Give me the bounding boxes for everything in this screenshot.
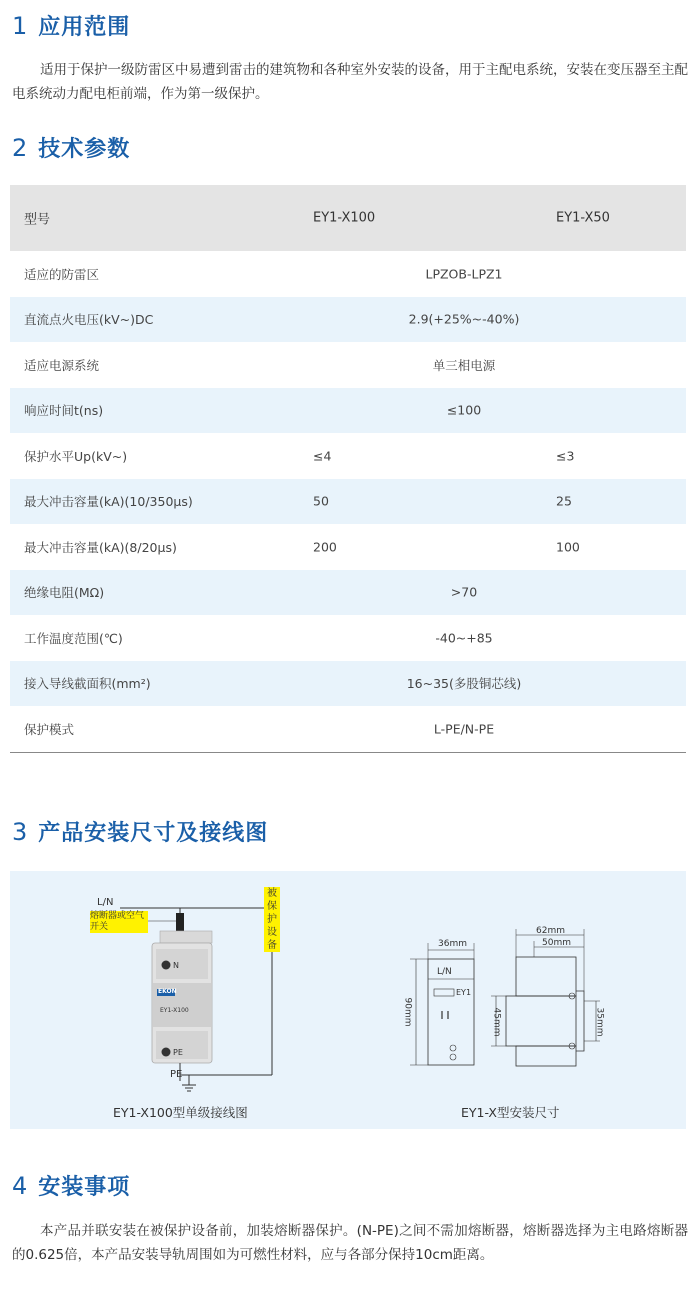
protected-char: 设 <box>267 927 277 938</box>
diagram-panel <box>10 871 686 1129</box>
table-row <box>10 479 686 525</box>
section-number: 2 <box>12 134 29 162</box>
table-row <box>10 433 686 479</box>
left-caption: EY1-X100型单级接线图 <box>113 1105 248 1120</box>
front-ln-label: L/N <box>437 967 452 977</box>
row-label: 保护模式 <box>24 721 75 737</box>
front-model-label: EY1 <box>456 988 472 997</box>
section-title: 技术参数 <box>38 137 131 162</box>
right-caption: EY1-X型安装尺寸 <box>461 1105 560 1120</box>
table-row <box>10 706 686 752</box>
row-value-ey1-x50: 100 <box>556 539 580 555</box>
device-model: EY1-X100 <box>160 1007 189 1014</box>
header-model: 型号 <box>24 212 51 228</box>
fuse-note-line: 开关 <box>90 922 109 932</box>
section-4-heading <box>12 1170 130 1201</box>
spec-table <box>10 185 686 753</box>
section-3-heading <box>12 816 268 847</box>
table-row <box>10 615 686 661</box>
section-number: 3 <box>12 818 29 846</box>
protected-char: 护 <box>267 914 277 925</box>
table-row <box>10 297 686 343</box>
row-value-merged: LPZOB-LPZ1 <box>425 266 503 282</box>
section-1-heading <box>12 10 130 41</box>
header-ey1-x50: EY1-X50 <box>556 210 610 226</box>
row-value-merged: L-PE/N-PE <box>433 721 495 737</box>
terminal-n: N <box>173 961 179 970</box>
table-row <box>10 388 686 434</box>
section-title: 产品安装尺寸及接线图 <box>38 821 269 846</box>
protected-equipment-label <box>264 887 280 952</box>
section-title: 应用范围 <box>38 15 131 40</box>
table-row <box>10 570 686 616</box>
header-ey1-x100: EY1-X100 <box>313 210 376 226</box>
section-2-heading <box>12 132 130 163</box>
row-label: 直流点火电压(kV~)DC <box>24 312 154 328</box>
row-value-merged: 单三相电源 <box>432 357 496 373</box>
dim-36mm: 36mm <box>438 939 467 949</box>
ln-label: L/N <box>97 897 114 908</box>
fuse-note-line: 熔断器或空气 <box>90 911 145 921</box>
row-label: 响应时间t(ns) <box>24 403 104 419</box>
dim-50mm: 50mm <box>542 938 571 948</box>
row-label: 适应电源系统 <box>24 357 100 373</box>
section-number: 1 <box>12 12 29 40</box>
section-4-text: 本产品并联安装在被保护设备前，加装熔断器保护。(N-PE)之间不需加熔断器，熔断器选择为主电路熔断器的0.625倍，本产品安装导轨周围如为可燃性材料，应与各部分保持10cm距离。 <box>12 1223 688 1263</box>
row-label: 适应的防雷区 <box>24 266 100 282</box>
row-value-ey1-x100: 50 <box>313 493 329 509</box>
section-1-text: 适用于保护一级防雷区中易遭到雷击的建筑物和各种室外安装的设备，用于主配电系统，安装在变压器至主配电系统动力配电柜前端，作为第一级保护。 <box>12 62 688 102</box>
row-label: 接入导线截面积(mm²) <box>24 676 151 692</box>
row-label: 最大冲击容量(kA)(8/20μs) <box>24 539 177 555</box>
table-row <box>10 342 686 388</box>
protected-char: 保 <box>267 901 277 912</box>
wiring-diagram <box>10 871 686 1129</box>
row-value-ey1-x100: ≤4 <box>313 448 332 464</box>
fuse-note <box>90 911 148 933</box>
row-label: 最大冲击容量(kA)(10/350μs) <box>24 494 193 510</box>
row-value-merged: >70 <box>450 584 478 600</box>
row-value-merged: 16~35(多股铜芯线) <box>406 676 522 692</box>
row-label: 绝缘电阻(MΩ) <box>24 585 105 601</box>
row-value-merged: 2.9(+25%~-40%) <box>408 311 520 327</box>
row-value-merged: ≤100 <box>446 402 482 418</box>
pe-label: PE <box>170 1069 183 1080</box>
protected-char: 备 <box>267 940 277 951</box>
table-row <box>10 661 686 707</box>
protected-char: 被 <box>267 888 277 899</box>
terminal-pe: PE <box>173 1048 183 1057</box>
row-value-ey1-x100: 200 <box>313 539 337 555</box>
dim-35mm: 35mm <box>594 1007 605 1037</box>
dim-62mm: 62mm <box>536 926 565 936</box>
device-brand: EKON <box>158 988 177 995</box>
row-label: 工作温度范围(℃) <box>24 630 123 646</box>
table-header-row <box>10 185 686 251</box>
section-number: 4 <box>12 1172 29 1200</box>
row-value-ey1-x50: ≤3 <box>556 448 575 464</box>
row-value-merged: -40~+85 <box>435 630 493 646</box>
row-label: 保护水平Up(kV~) <box>24 448 128 464</box>
section-title: 安装事项 <box>38 1175 131 1200</box>
row-value-ey1-x50: 25 <box>556 493 572 509</box>
dim-90mm: 90mm <box>402 997 413 1027</box>
table-row <box>10 251 686 297</box>
table-row <box>10 524 686 570</box>
dim-45mm: 45mm <box>491 1007 502 1037</box>
